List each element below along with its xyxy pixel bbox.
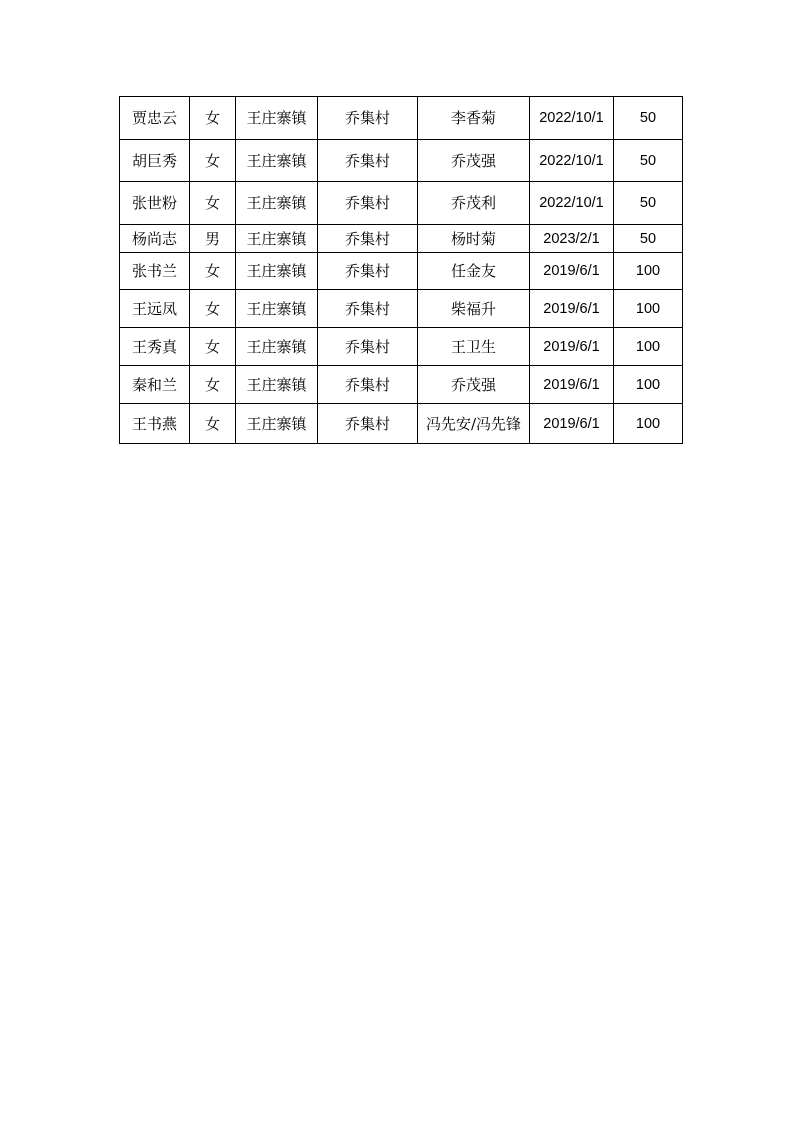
name-cell: 杨尚志 <box>120 225 190 253</box>
gender-cell: 女 <box>190 404 236 444</box>
amount-cell: 100 <box>614 290 683 328</box>
name-cell: 王书燕 <box>120 404 190 444</box>
related-person-cell: 冯先安/冯先锋 <box>418 404 530 444</box>
related-person-cell: 王卫生 <box>418 328 530 366</box>
amount-cell: 50 <box>614 182 683 225</box>
amount-cell: 50 <box>614 140 683 182</box>
village-cell: 乔集村 <box>318 366 418 404</box>
amount-cell: 100 <box>614 366 683 404</box>
table-row <box>120 253 683 290</box>
amount-cell: 100 <box>614 404 683 444</box>
town-cell: 王庄寨镇 <box>236 97 318 140</box>
gender-cell: 女 <box>190 182 236 225</box>
date-cell: 2022/10/1 <box>530 140 614 182</box>
gender-cell: 女 <box>190 253 236 290</box>
related-person-cell: 柴福升 <box>418 290 530 328</box>
gender-cell: 男 <box>190 225 236 253</box>
gender-cell: 女 <box>190 328 236 366</box>
date-cell: 2019/6/1 <box>530 253 614 290</box>
name-cell: 张书兰 <box>120 253 190 290</box>
related-person-cell: 乔茂利 <box>418 182 530 225</box>
name-cell: 王秀真 <box>120 328 190 366</box>
town-cell: 王庄寨镇 <box>236 253 318 290</box>
name-cell: 贾忠云 <box>120 97 190 140</box>
date-cell: 2019/6/1 <box>530 290 614 328</box>
records-table <box>119 96 683 444</box>
date-cell: 2022/10/1 <box>530 97 614 140</box>
village-cell: 乔集村 <box>318 290 418 328</box>
village-cell: 乔集村 <box>318 140 418 182</box>
gender-cell: 女 <box>190 366 236 404</box>
table-row <box>120 290 683 328</box>
date-cell: 2019/6/1 <box>530 366 614 404</box>
town-cell: 王庄寨镇 <box>236 366 318 404</box>
date-cell: 2019/6/1 <box>530 328 614 366</box>
date-cell: 2023/2/1 <box>530 225 614 253</box>
table-row <box>120 404 683 444</box>
amount-cell: 50 <box>614 97 683 140</box>
amount-cell: 100 <box>614 328 683 366</box>
village-cell: 乔集村 <box>318 404 418 444</box>
amount-cell: 100 <box>614 253 683 290</box>
gender-cell: 女 <box>190 290 236 328</box>
town-cell: 王庄寨镇 <box>236 290 318 328</box>
gender-cell: 女 <box>190 97 236 140</box>
name-cell: 王远凤 <box>120 290 190 328</box>
amount-cell: 50 <box>614 225 683 253</box>
related-person-cell: 乔茂强 <box>418 140 530 182</box>
related-person-cell: 乔茂强 <box>418 366 530 404</box>
table-row <box>120 328 683 366</box>
village-cell: 乔集村 <box>318 97 418 140</box>
village-cell: 乔集村 <box>318 225 418 253</box>
village-cell: 乔集村 <box>318 253 418 290</box>
date-cell: 2019/6/1 <box>530 404 614 444</box>
town-cell: 王庄寨镇 <box>236 182 318 225</box>
related-person-cell: 杨时菊 <box>418 225 530 253</box>
town-cell: 王庄寨镇 <box>236 404 318 444</box>
town-cell: 王庄寨镇 <box>236 328 318 366</box>
table-row <box>120 366 683 404</box>
table-row <box>120 97 683 140</box>
table-row <box>120 225 683 253</box>
gender-cell: 女 <box>190 140 236 182</box>
related-person-cell: 任金友 <box>418 253 530 290</box>
village-cell: 乔集村 <box>318 182 418 225</box>
name-cell: 胡巨秀 <box>120 140 190 182</box>
related-person-cell: 李香菊 <box>418 97 530 140</box>
table-row <box>120 140 683 182</box>
table-row <box>120 182 683 225</box>
date-cell: 2022/10/1 <box>530 182 614 225</box>
town-cell: 王庄寨镇 <box>236 140 318 182</box>
name-cell: 秦和兰 <box>120 366 190 404</box>
name-cell: 张世粉 <box>120 182 190 225</box>
town-cell: 王庄寨镇 <box>236 225 318 253</box>
village-cell: 乔集村 <box>318 328 418 366</box>
